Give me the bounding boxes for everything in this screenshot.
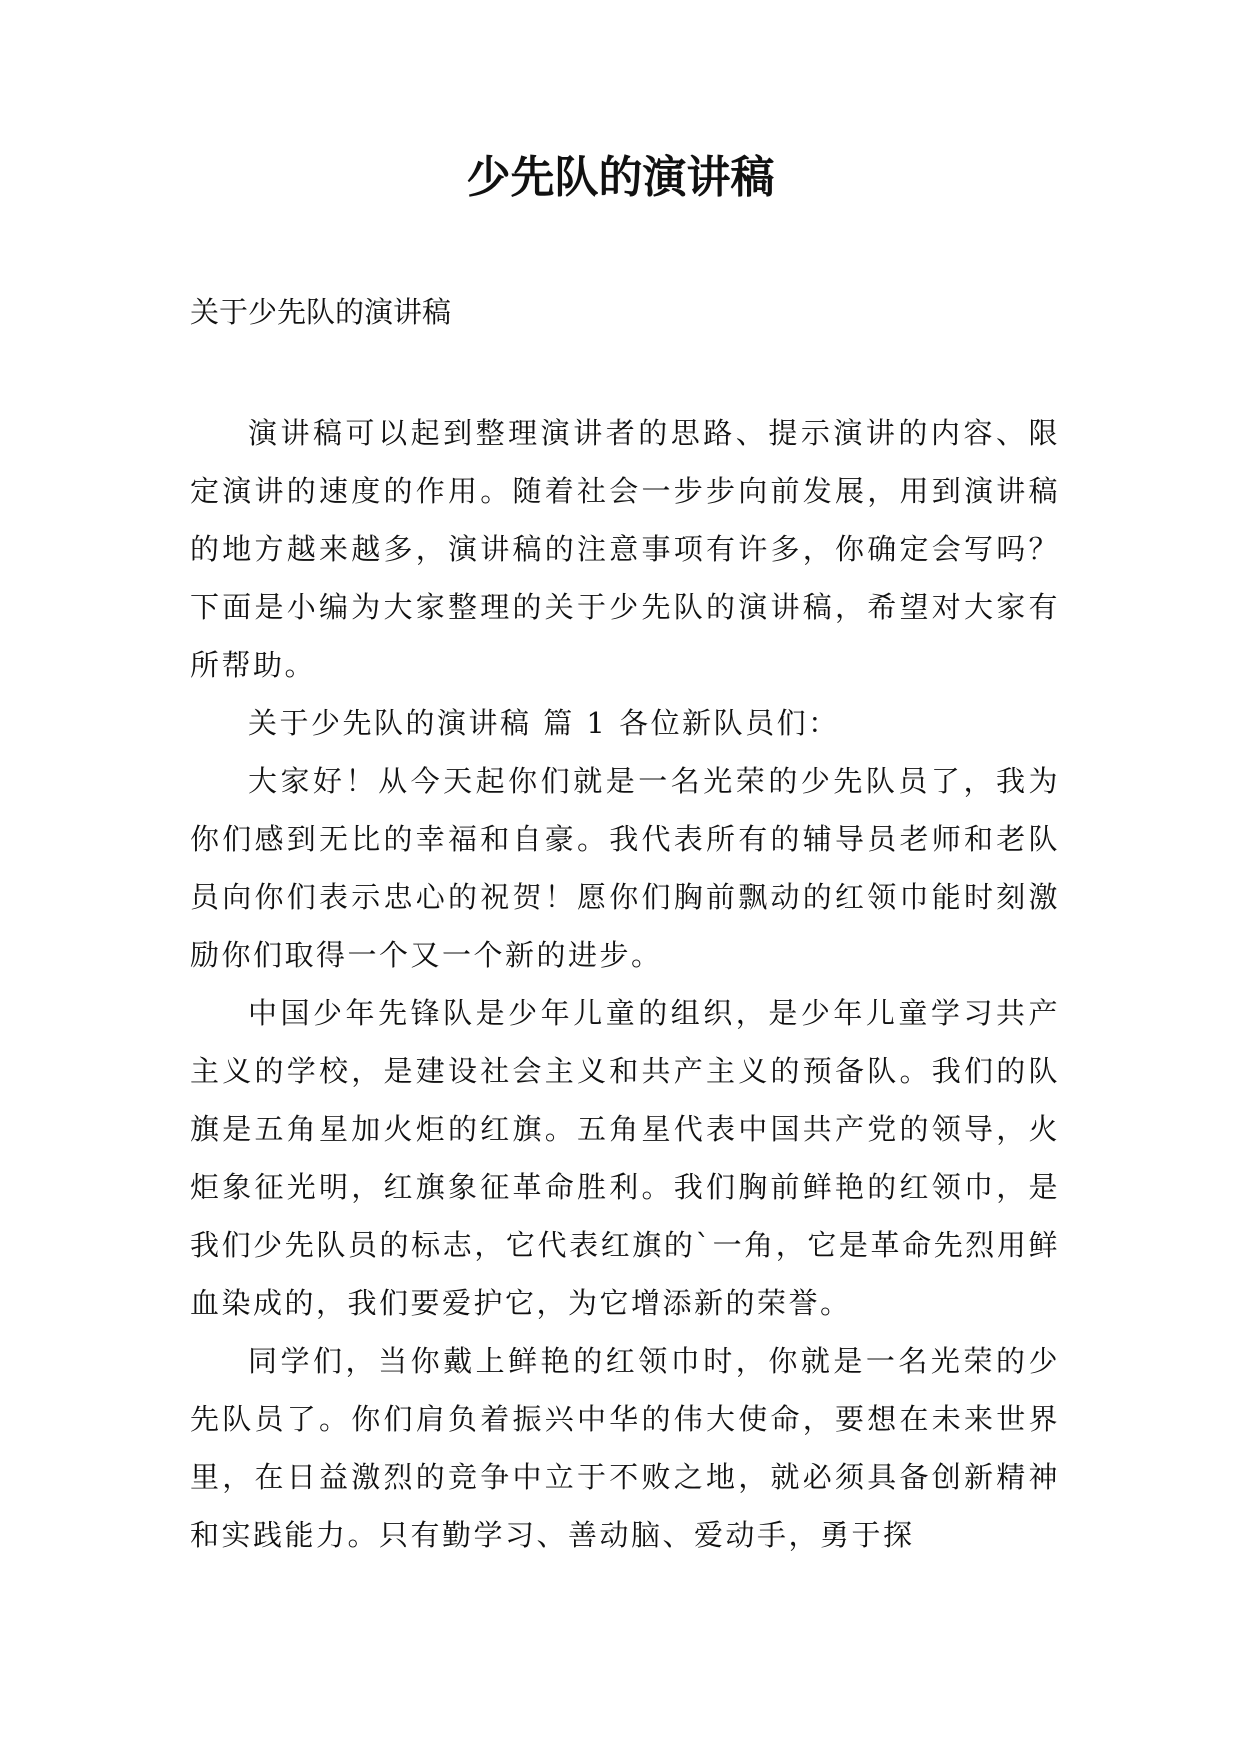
paragraph-greeting: 大家好！从今天起你们就是一名光荣的少先队员了，我为你们感到无比的幸福和自豪。我代表所有的辅导员老师和老队员向你们表示忠心的祝贺！愿你们胸前飘动的红领巾能时刻激励你们取得一个又一个新的进步。 [190, 764, 1060, 972]
paragraph-intro: 演讲稿可以起到整理演讲者的思路、提示演讲的内容、限定演讲的速度的作用。随着社会一步步向前发展，用到演讲稿的地方越来越多，演讲稿的注意事项有许多，你确定会写吗？下面是小编为大家整理的关于少先队的演讲稿，希望对大家有所帮助。 [190, 416, 1060, 682]
document-title: 少先队的演讲稿 [466, 152, 775, 203]
paragraph-organization: 中国少年先锋队是少年儿童的组织，是少年儿童学习共产主义的学校，是建设社会主义和共产主义的预备队。我们的队旗是五角星加火炬的红旗。五角星代表中国共产党的领导，火炬象征光明，红旗象征革命胜利。我们胸前鲜艳的红领巾，是我们少先队员的标志，它代表红旗的`一角，它是革命先烈用鲜血染成的，我们要爱护它，为它增添新的荣誉。 [190, 996, 1060, 1320]
paragraph-section-heading: 关于少先队的演讲稿 篇 1 各位新队员们： [248, 706, 840, 740]
document-body [190, 404, 1060, 1564]
document-subtitle: 关于少先队的演讲稿 [190, 295, 452, 329]
paragraph-mission: 同学们，当你戴上鲜艳的红领巾时，你就是一名光荣的少先队员了。你们肩负着振兴中华的伟大使命，要想在未来世界里，在日益激烈的竞争中立于不败之地，就必须具备创新精神和实践能力。只有勤学习、善动脑、爱动手，勇于探 [190, 1344, 1060, 1552]
